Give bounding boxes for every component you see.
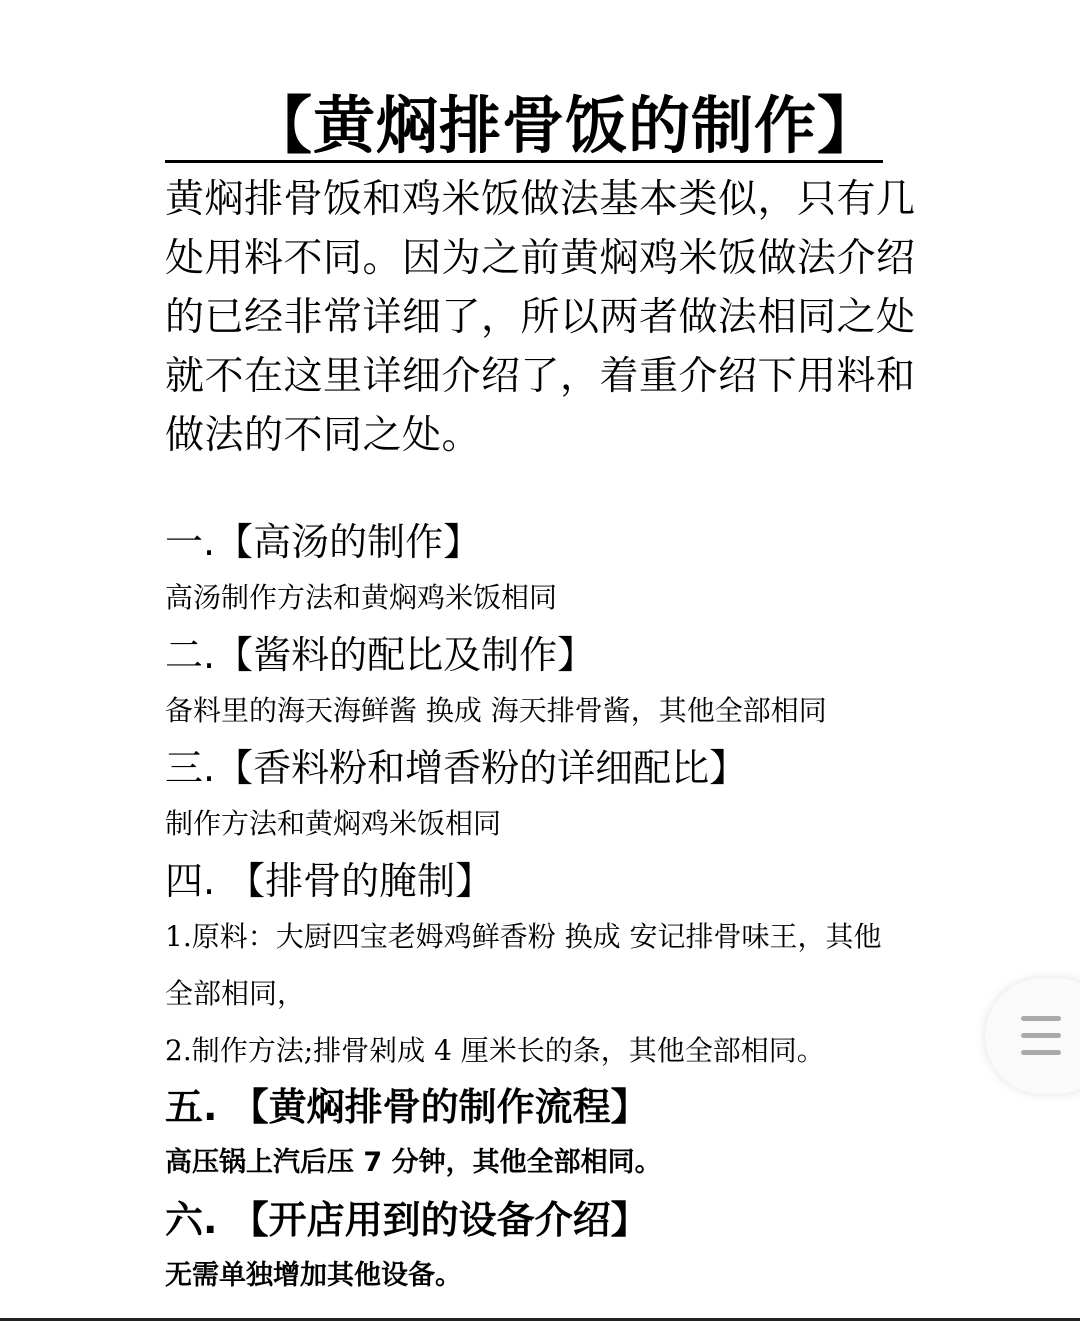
section-text: 2.制作方法;排骨剁成 4 厘米长的条，其他全部相同。: [165, 1034, 825, 1067]
section-text: 备料里的海天海鲜酱 换成 海天排骨酱，其他全部相同: [165, 694, 827, 727]
intro-line: 黄焖排骨饭和鸡米饭做法基本类似，只有几: [165, 177, 916, 222]
section-heading: 六. 【开店用到的设备介绍】: [165, 1198, 649, 1242]
intro-line: 就不在这里详细介绍了，着重介绍下用料和: [165, 354, 916, 399]
section-text: 1.原料：大厨四宝老姆鸡鲜香粉 换成 安记排骨味王，其他: [165, 920, 882, 953]
page-title: 【黄焖排骨饭的制作】: [250, 89, 881, 162]
section-text: 高汤制作方法和黄焖鸡米饭相同: [165, 581, 558, 614]
section-heading: 二.【酱料的配比及制作】: [165, 633, 596, 677]
section-heading: 五. 【黄焖排骨的制作流程】: [165, 1085, 649, 1129]
title-underline: [165, 88, 883, 163]
section-heading: 四. 【排骨的腌制】: [165, 859, 494, 903]
section-heading: 一.【高汤的制作】: [165, 520, 482, 564]
section-text: 高压锅上汽后压 7 分钟，其他全部相同。: [165, 1147, 662, 1178]
section-text: 无需单独增加其他设备。: [165, 1260, 462, 1291]
intro-line: 处用料不同。因为之前黄焖鸡米饭做法介绍: [165, 236, 916, 281]
intro-line: 的已经非常详细了，所以两者做法相同之处: [165, 295, 916, 340]
section-text: 制作方法和黄焖鸡米饭相同: [165, 807, 502, 840]
intro-line: 做法的不同之处。: [165, 413, 482, 458]
floating-menu-button[interactable]: [985, 978, 1080, 1094]
bottom-divider: [0, 1318, 1080, 1321]
intro-paragraph: [165, 170, 925, 465]
section-heading: 三.【香料粉和增香粉的详细配比】: [165, 746, 748, 790]
section-text: 全部相同，: [165, 977, 306, 1010]
